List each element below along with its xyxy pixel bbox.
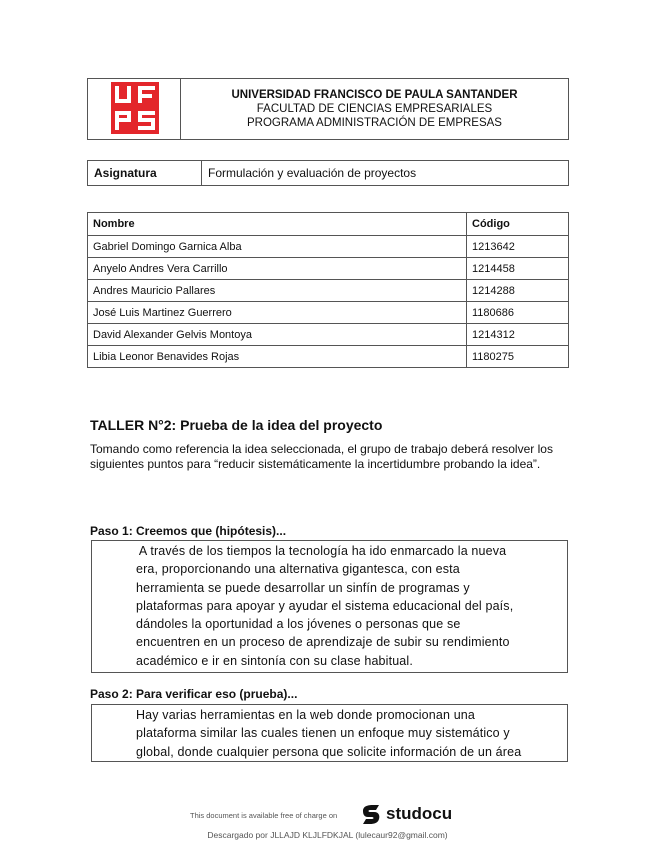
paso1-line: plataformas para apoyar y ayudar el sistema educacional del país,	[136, 598, 514, 613]
column-header-nombre: Nombre	[88, 213, 467, 236]
studocu-icon	[360, 803, 382, 825]
paso1-answer-box	[91, 540, 568, 673]
paso2-line: Hay varias herramientas en la web donde promocionan una	[136, 708, 475, 722]
paso2-title: Paso 2: Para verificar eso (prueba)...	[90, 687, 298, 701]
member-name: Gabriel Domingo Garnica Alba	[88, 236, 467, 258]
table-row	[88, 280, 569, 302]
availability-note: This document is available free of charge on	[190, 811, 338, 820]
column-header-codigo: Código	[467, 213, 569, 236]
paso1-title: Paso 1: Creemos que (hipótesis)...	[90, 524, 287, 538]
ufps-logo	[111, 82, 159, 134]
document-header	[87, 78, 569, 140]
taller-title: TALLER N°2: Prueba de la idea del proyecto	[90, 417, 383, 433]
table-row	[88, 302, 569, 324]
logo-cell	[88, 79, 181, 139]
member-code: 1180275	[467, 346, 569, 368]
member-code: 1214288	[467, 280, 569, 302]
member-code: 1214458	[467, 258, 569, 280]
asignatura-box	[87, 160, 569, 186]
page-footer	[0, 800, 655, 848]
members-table	[87, 212, 569, 368]
table-row	[88, 346, 569, 368]
program-name: PROGRAMA ADMINISTRACIÓN DE EMPRESAS	[247, 117, 502, 129]
header-text	[181, 79, 568, 139]
paso2-line: global, donde cualquier persona que solicite información de un área	[136, 744, 522, 759]
member-name: Libia Leonor Benavides Rojas	[88, 346, 467, 368]
member-code: 1213642	[467, 236, 569, 258]
downloaded-by-note: Descargado por JLLAJD KLJLFDKJAL (lulecaur92@gmail.com)	[207, 830, 448, 840]
paso1-line: era, proporcionando una alternativa gigantesca, con esta	[136, 562, 460, 577]
paso1-line: académico e ir en sintonía con su clase habitual.	[136, 653, 413, 668]
taller-intro: Tomando como referencia la idea seleccionada, el grupo de trabajo deberá resolver los siguientes puntos para “reducir sistemáticamente la incertidumbre probando la idea”.	[90, 442, 553, 471]
table-row	[88, 324, 569, 346]
member-code: 1214312	[467, 324, 569, 346]
paso1-line: encuentren en un proceso de aprendizaje de subir su rendimiento	[136, 635, 510, 650]
faculty-name: FACULTAD DE CIENCIAS EMPRESARIALES	[256, 103, 493, 115]
paso1-line: dándoles la oportunidad a los jóvenes o personas que se	[136, 617, 461, 632]
table-row	[88, 258, 569, 280]
studocu-brand: studocu	[386, 804, 453, 823]
asignatura-value: Formulación y evaluación de proyectos	[208, 166, 417, 180]
member-code: 1180686	[467, 302, 569, 324]
paso1-line: herramienta se puede desarrollar un sinfín de programas y	[136, 580, 470, 595]
member-name: José Luis Martinez Guerrero	[88, 302, 467, 324]
studocu-logo[interactable]	[360, 803, 452, 825]
table-header-row	[88, 213, 569, 236]
table-row	[88, 236, 569, 258]
paso1-line: A través de los tiempos la tecnología ha ido enmarcado la nueva	[136, 544, 507, 558]
member-name: Andres Mauricio Pallares	[88, 280, 467, 302]
member-name: David Alexander Gelvis Montoya	[88, 324, 467, 346]
university-name: UNIVERSIDAD FRANCISCO DE PAULA SANTANDER	[231, 89, 518, 101]
member-name: Anyelo Andres Vera Carrillo	[88, 258, 467, 280]
paso2-answer-box	[91, 704, 568, 762]
paso2-line: plataforma similar las cuales tienen un enfoque muy sistemático y	[136, 726, 510, 741]
asignatura-label: Asignatura	[88, 161, 202, 185]
